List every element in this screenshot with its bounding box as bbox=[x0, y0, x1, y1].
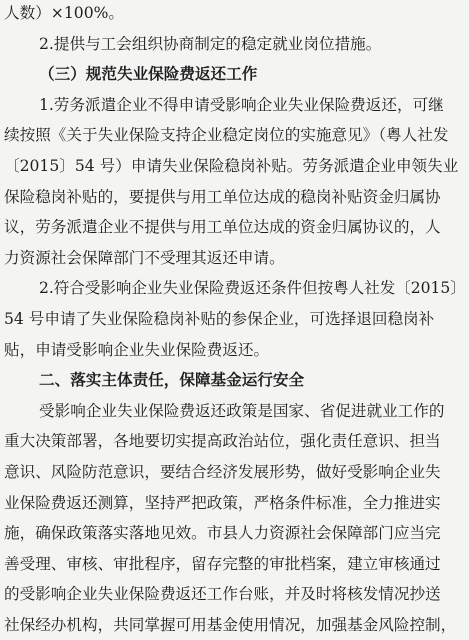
text-line-10: 2.符合受影响企业失业保险费返还条件但按粤人社发〔2015〕 bbox=[39, 279, 466, 298]
section-heading-2: 二、落实主体责任，保障基金运行安全 bbox=[39, 371, 305, 390]
text-line-16: 意识、风险防范意识，要结合经济发展形势，做好受影响企业失 bbox=[4, 463, 441, 481]
text-line-7: 保险稳岗补贴的，要提供与用工单位达成的稳岗补贴资金归属协 bbox=[4, 187, 441, 206]
text-line-11: 54 号申请了失业保险稳岗补贴的参保企业，可选择退回稳岗补 bbox=[4, 310, 435, 328]
text-line-20: 的受影响企业失业保险费返还工作台账，并及时将核发情况抄送 bbox=[4, 585, 441, 604]
text-line-19: 善受理、审核、审批程序，留存完整的审批档案，建立审核通过 bbox=[4, 554, 441, 573]
text-line-17: 业保险费返还测算，坚持严把政策，严格条件标准，全力推进实 bbox=[4, 493, 441, 512]
text-line-21: 社保经办机构，共同掌握可用基金使用情况，加强基金风险控制， bbox=[4, 616, 457, 634]
text-line-14: 受影响企业失业保险费返还政策是国家、省促进就业工作的 bbox=[39, 401, 445, 420]
text-line-9: 力资源社会保障部门不受理其返还申请。 bbox=[4, 248, 285, 267]
text-line-5: 续按照《关于失业保险支持企业稳定岗位的实施意见》（粤人社发 bbox=[4, 126, 449, 145]
text-line-15: 重大决策部署，各地要切实提高政治站位，强化责任意识、担当 bbox=[4, 432, 441, 451]
text-line-18: 施，确保政策落实落地见效。市县人力资源社会保障部门应当完 bbox=[4, 524, 441, 543]
text-line-4: 1.劳务派遣企业不得申请受影响企业失业保险费返还，可继 bbox=[39, 95, 444, 114]
text-line-8: 议，劳务派遣企业不提供与用工单位达成的资金归属协议的，人 bbox=[4, 218, 441, 237]
section-heading-3: （三）规范失业保险费返还工作 bbox=[39, 64, 258, 84]
text-line-2: 2.提供与工会组织协商制定的稳定就业岗位措施。 bbox=[39, 34, 382, 53]
text-line-6: 〔2015〕54 号）申请失业保险稳岗补贴。劳务派遣企业申领失业 bbox=[4, 157, 459, 175]
text-line-12: 贴，申请受影响企业失业保险费返还。 bbox=[4, 340, 270, 359]
text-line-1: 人数）×100%。 bbox=[4, 4, 125, 22]
